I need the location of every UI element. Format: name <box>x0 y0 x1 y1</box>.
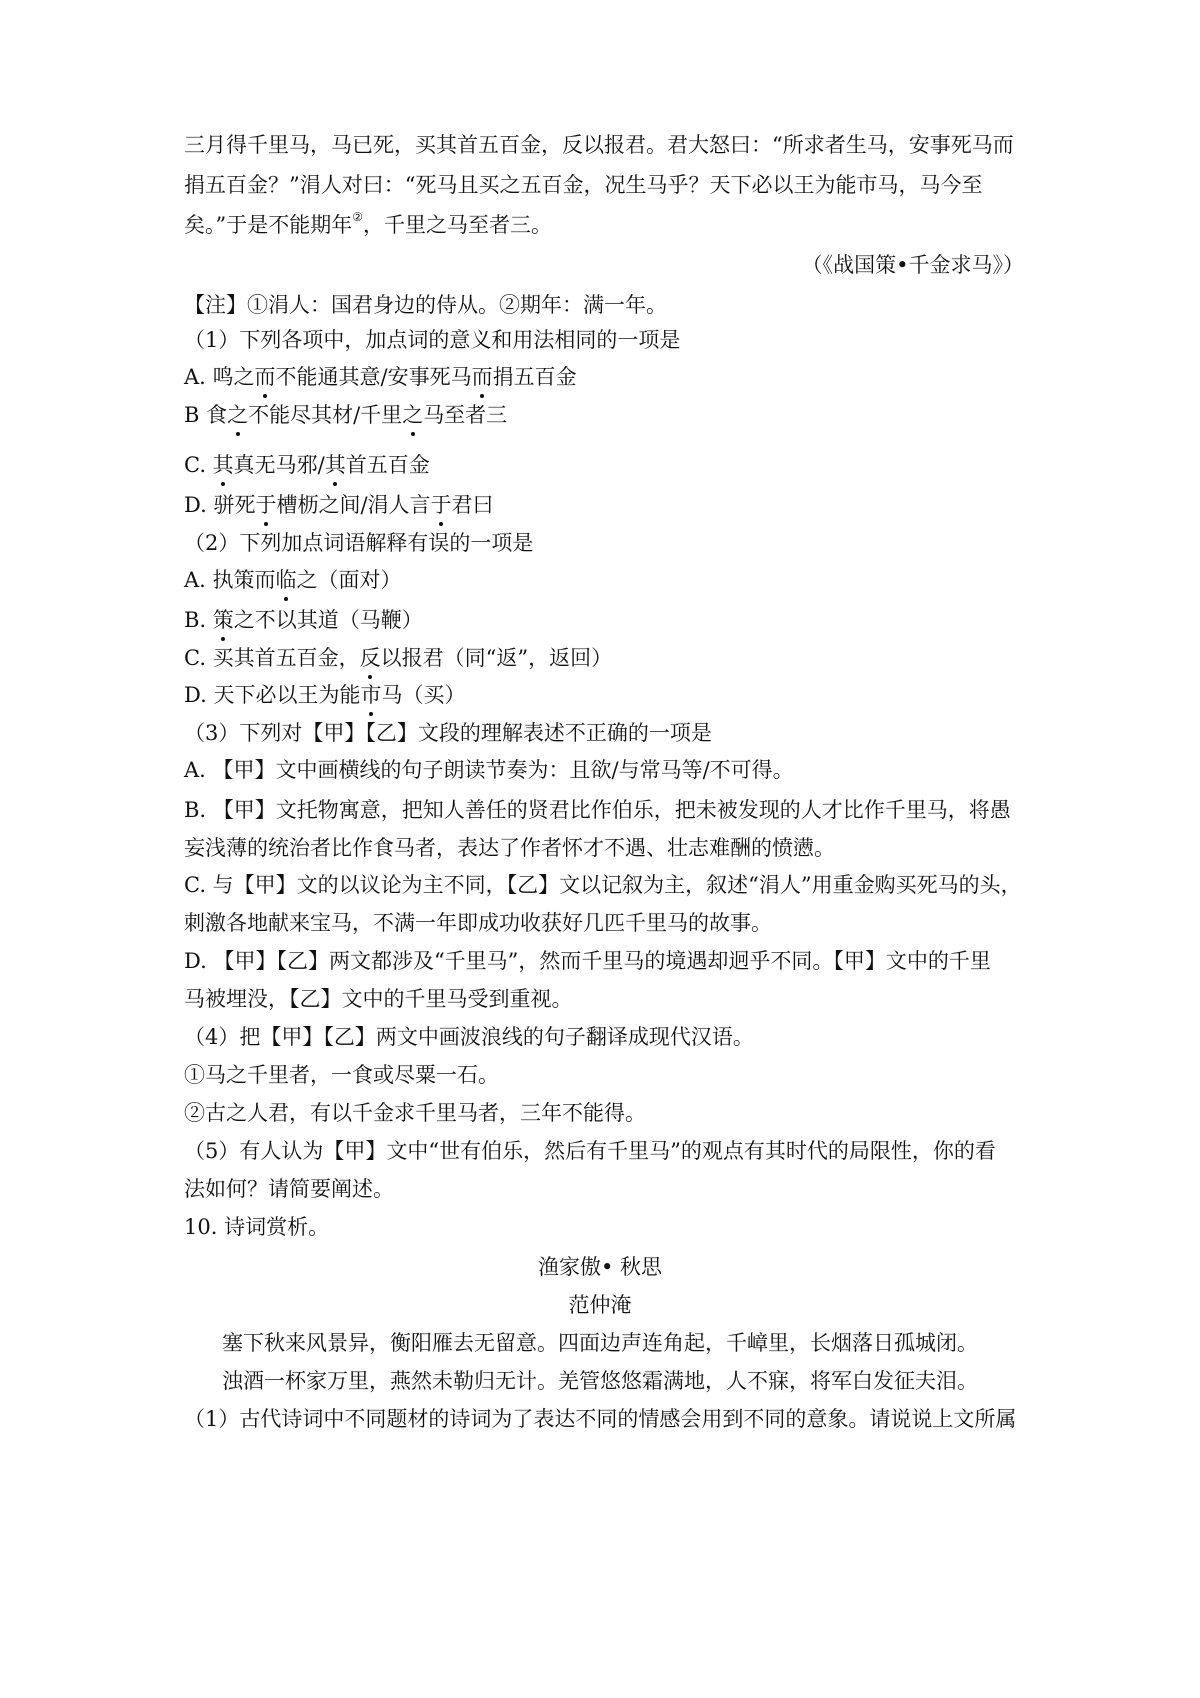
passage-line-3-tail: ，千里之马至者三。 <box>363 213 553 237</box>
poem-verse-2: 浊酒一杯家万里，燕然未勒归无计。羌管悠悠霜满地，人不寐，将军白发征夫泪。 <box>222 1369 978 1393</box>
option-text: 首五百金 <box>345 453 430 477</box>
dotted-word: 而 <box>255 362 276 392</box>
option-text: 之不以其道（马鞭） <box>233 608 423 632</box>
option-text: D. 骈死 <box>184 493 256 517</box>
option-text: C. <box>184 453 213 477</box>
option-text: B. <box>184 608 213 632</box>
q3-option-b-line-2: 妄浅薄的统治者比作食马者，表达了作者怀才不遇、壮志难酬的愤懑。 <box>184 836 835 860</box>
dotted-word: 反 <box>360 643 381 673</box>
q4-sentence-1: ①马之千里者，一食或尽粟一石。 <box>184 1063 499 1087</box>
option-text: 之（面对） <box>296 568 402 592</box>
q5-line-2: 法如何？请简要阐述。 <box>184 1177 394 1201</box>
poem-title: 渔家傲• 秋思 <box>537 1255 663 1279</box>
passage-note: 【注】①涓人：国君身边的侍从。②期年：满一年。 <box>184 293 667 317</box>
dotted-word: 于 <box>255 490 276 520</box>
q1-option-c <box>184 450 1024 480</box>
passage-line-3-text: 矣。”于是不能期年 <box>184 213 353 237</box>
dotted-word: 之 <box>227 400 248 430</box>
passage-line-3 <box>184 210 1024 240</box>
dotted-word: 之 <box>402 400 423 430</box>
q1-option-a <box>184 362 1024 392</box>
q3-option-d-line-2: 马被埋没，【乙】文中的千里马受到重视。 <box>184 987 573 1011</box>
option-text: 真无马邪/ <box>233 453 325 477</box>
q3-option-c-line-2: 刺激各地献来宝马，不满一年即成功收获好几匹千里马的故事。 <box>184 911 772 935</box>
dotted-word: 于 <box>431 490 452 520</box>
option-text: A. 执策而 <box>184 568 276 592</box>
passage-line-1: 三月得千里马，马已死，买其首五百金，反以报君。君大怒曰：“所求者生马，安事死马而 <box>184 133 1014 157</box>
option-text: 马（买） <box>381 683 466 707</box>
q10-title: 10. 诗词赏析。 <box>184 1215 330 1239</box>
dotted-word: 策 <box>213 605 234 635</box>
dotted-word: 其 <box>213 450 234 480</box>
dotted-word: 其 <box>325 450 346 480</box>
q10-subquestion-1: （1）古代诗词中不同题材的诗词为了表达不同的情感会用到不同的意象。请说说上文所属 <box>184 1407 1017 1431</box>
option-text: 不能尽其材/千里 <box>248 403 403 427</box>
option-text: B 食 <box>184 403 228 427</box>
option-text: D. 天下必以王为能 <box>184 683 361 707</box>
q3-stem: （3）下列对【甲】【乙】文段的理解表述不正确的一项是 <box>184 721 712 745</box>
q2-option-c <box>184 643 1024 673</box>
dotted-word: 临 <box>276 565 297 595</box>
q3-option-a: A. 【甲】文中画横线的句子朗读节奏为：且欲/与常马等/不可得。 <box>184 758 794 782</box>
passage-line-2: 捐五百金？”涓人对曰：“死马且买之五百金，况生马乎？天下必以王为能市马，马今至 <box>184 173 983 197</box>
footnote-marker: ② <box>352 210 364 224</box>
q4-stem: （4）把【甲】【乙】两文中画波浪线的句子翻译成现代汉语。 <box>184 1025 754 1049</box>
option-text: A. 鸣之 <box>184 365 255 389</box>
q1-option-b <box>184 400 1024 430</box>
q2-option-a <box>184 565 1024 595</box>
q2-option-b <box>184 605 1024 635</box>
option-text: 以报君（同“返”，返回） <box>380 646 613 670</box>
q1-option-d <box>184 490 1024 520</box>
poem-verse-1: 塞下秋来风景异，衡阳雁去无留意。四面边声连角起，千嶂里，长烟落日孤城闭。 <box>222 1331 978 1355</box>
q3-option-b-line-1: B. 【甲】文托物寓意，把知人善任的贤君比作伯乐，把未被发现的人才比作千里马，将愚 <box>184 798 1011 822</box>
q2-option-d <box>184 680 1024 710</box>
poem-author: 范仲淹 <box>568 1293 632 1317</box>
dotted-word: 而 <box>472 362 493 392</box>
q1-stem: （1）下列各项中，加点词的意义和用法相同的一项是 <box>184 328 681 352</box>
q4-sentence-2: ②古之人君，有以千金求千里马者，三年不能得。 <box>184 1101 646 1125</box>
q2-stem: （2）下列加点词语解释有误的一项是 <box>184 531 534 555</box>
option-text: 君曰 <box>451 493 494 517</box>
option-text: 槽枥之间/涓人言 <box>276 493 431 517</box>
option-text: 马至者三 <box>423 403 508 427</box>
q3-option-c-line-1: C. 与【甲】文的以议论为主不同，【乙】文以记叙为主，叙述“涓人”用重金购买死马的头， <box>184 873 1022 897</box>
passage-source: （《战国策•千金求马》） <box>801 253 1024 277</box>
dotted-word: 市 <box>360 680 381 710</box>
option-text: C. 买其首五百金， <box>184 646 360 670</box>
option-text: 不能通其意/安事死马 <box>275 365 472 389</box>
q5-line-1: （5）有人认为【甲】文中“世有伯乐，然后有千里马”的观点有其时代的局限性，你的看 <box>184 1139 996 1163</box>
q3-option-d-line-1: D. 【甲】【乙】两文都涉及“千里马”，然而千里马的境遇却迥乎不同。【甲】文中的千里 <box>184 949 991 973</box>
option-text: 捐五百金 <box>492 365 577 389</box>
